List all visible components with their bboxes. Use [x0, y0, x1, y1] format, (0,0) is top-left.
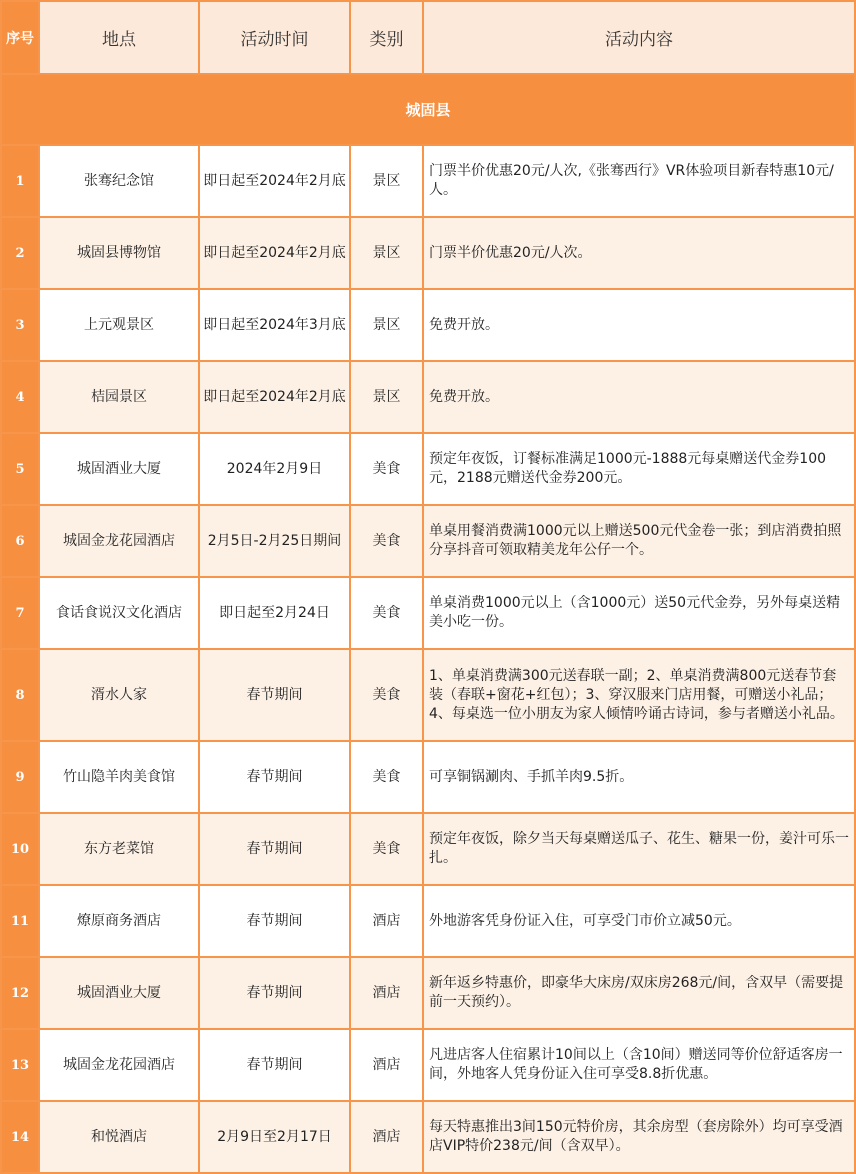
- table-row: [1, 577, 855, 649]
- row-content: 单桌消费1000元以上（含1000元）送50元代金券，另外每桌送精美小吃一份。: [423, 577, 855, 649]
- row-category: 酒店: [350, 1101, 423, 1173]
- row-category: 酒店: [350, 885, 423, 957]
- row-content: 新年返乡特惠价，即豪华大床房/双床房268元/间，含双早（需要提前一天预约）。: [423, 957, 855, 1029]
- row-time: 即日起至2024年2月底: [199, 361, 350, 433]
- table-row: [1, 957, 855, 1029]
- row-time: 春节期间: [199, 741, 350, 813]
- row-category: 景区: [350, 289, 423, 361]
- row-category: 景区: [350, 361, 423, 433]
- row-time: 即日起至2024年2月底: [199, 217, 350, 289]
- row-content: 每天特惠推出3间150元特价房，其余房型（套房除外）均可享受酒店VIP特价238元/间（含双早）。: [423, 1101, 855, 1173]
- header-time: 活动时间: [199, 1, 350, 74]
- row-place: 上元观景区: [39, 289, 199, 361]
- row-place: 竹山隐羊肉美食馆: [39, 741, 199, 813]
- row-content: 门票半价优惠20元/人次,《张骞西行》VR体验项目新春特惠10元/人。: [423, 145, 855, 217]
- row-place: 燎原商务酒店: [39, 885, 199, 957]
- row-time: 即日起至2月24日: [199, 577, 350, 649]
- row-category: 景区: [350, 145, 423, 217]
- row-content: 免费开放。: [423, 361, 855, 433]
- row-place: 桔园景区: [39, 361, 199, 433]
- row-place: 城固金龙花园酒店: [39, 505, 199, 577]
- row-category: 景区: [350, 217, 423, 289]
- row-number: 6: [1, 505, 39, 577]
- row-category: 美食: [350, 433, 423, 505]
- row-time: 2月9日至2月17日: [199, 1101, 350, 1173]
- header-content: 活动内容: [423, 1, 855, 74]
- row-content: 可享铜锅涮肉、手抓羊肉9.5折。: [423, 741, 855, 813]
- row-category: 美食: [350, 741, 423, 813]
- table-row: [1, 505, 855, 577]
- row-place: 城固县博物馆: [39, 217, 199, 289]
- row-time: 春节期间: [199, 1029, 350, 1101]
- row-place: 食话食说汉文化酒店: [39, 577, 199, 649]
- row-content: 预定年夜饭，订餐标准满足1000元-1888元每桌赠送代金券100元，2188元赠送代金券200元。: [423, 433, 855, 505]
- row-time: 2月5日-2月25日期间: [199, 505, 350, 577]
- table-row: [1, 1029, 855, 1101]
- row-content: 门票半价优惠20元/人次。: [423, 217, 855, 289]
- row-number: 2: [1, 217, 39, 289]
- row-content: 凡进店客人住宿累计10间以上（含10间）赠送同等价位舒适客房一间，外地客人凭身份证入住可享受8.8折优惠。: [423, 1029, 855, 1101]
- row-category: 酒店: [350, 1029, 423, 1101]
- row-content: 免费开放。: [423, 289, 855, 361]
- table-row: [1, 145, 855, 217]
- row-time: 即日起至2024年3月底: [199, 289, 350, 361]
- row-number: 9: [1, 741, 39, 813]
- region-row: [1, 74, 855, 145]
- row-number: 12: [1, 957, 39, 1029]
- row-time: 春节期间: [199, 813, 350, 885]
- row-place: 城固金龙花园酒店: [39, 1029, 199, 1101]
- table-row: [1, 1101, 855, 1173]
- table-row: [1, 289, 855, 361]
- row-number: 1: [1, 145, 39, 217]
- row-place: 城固酒业大厦: [39, 957, 199, 1029]
- row-place: 张骞纪念馆: [39, 145, 199, 217]
- row-content: 1、单桌消费满300元送春联一副；2、单桌消费满800元送春节套装（春联+窗花+红包）；3、穿汉服来门店用餐，可赠送小礼品；4、每桌选一位小朋友为家人倾情吟诵古诗词，参与者赠送小礼品。: [423, 649, 855, 741]
- row-category: 美食: [350, 813, 423, 885]
- row-place: 东方老菜馆: [39, 813, 199, 885]
- row-time: 春节期间: [199, 885, 350, 957]
- row-category: 美食: [350, 649, 423, 741]
- row-category: 美食: [350, 577, 423, 649]
- header-place: 地点: [39, 1, 199, 74]
- row-number: 5: [1, 433, 39, 505]
- table-row: [1, 741, 855, 813]
- row-category: 酒店: [350, 957, 423, 1029]
- header-category: 类别: [350, 1, 423, 74]
- row-content: 预定年夜饭，除夕当天每桌赠送瓜子、花生、糖果一份，姜汁可乐一扎。: [423, 813, 855, 885]
- row-content: 单桌用餐消费满1000元以上赠送500元代金卷一张；到店消费拍照分享抖音可领取精美龙年公仔一个。: [423, 505, 855, 577]
- table-row: [1, 361, 855, 433]
- row-number: 13: [1, 1029, 39, 1101]
- row-time: 春节期间: [199, 649, 350, 741]
- table-row: [1, 885, 855, 957]
- row-number: 7: [1, 577, 39, 649]
- row-number: 10: [1, 813, 39, 885]
- row-category: 美食: [350, 505, 423, 577]
- row-time: 春节期间: [199, 957, 350, 1029]
- row-number: 11: [1, 885, 39, 957]
- row-time: 2024年2月9日: [199, 433, 350, 505]
- row-time: 即日起至2024年2月底: [199, 145, 350, 217]
- row-place: 和悦酒店: [39, 1101, 199, 1173]
- header-row: [1, 1, 855, 74]
- region-title: 城固县: [1, 74, 855, 145]
- header-no: 序号: [1, 1, 39, 74]
- table-row: [1, 649, 855, 741]
- table-row: [1, 217, 855, 289]
- row-number: 4: [1, 361, 39, 433]
- row-number: 3: [1, 289, 39, 361]
- row-place: 湑水人家: [39, 649, 199, 741]
- row-number: 14: [1, 1101, 39, 1173]
- row-content: 外地游客凭身份证入住，可享受门市价立减50元。: [423, 885, 855, 957]
- table-row: [1, 433, 855, 505]
- table-row: [1, 813, 855, 885]
- row-number: 8: [1, 649, 39, 741]
- row-place: 城固酒业大厦: [39, 433, 199, 505]
